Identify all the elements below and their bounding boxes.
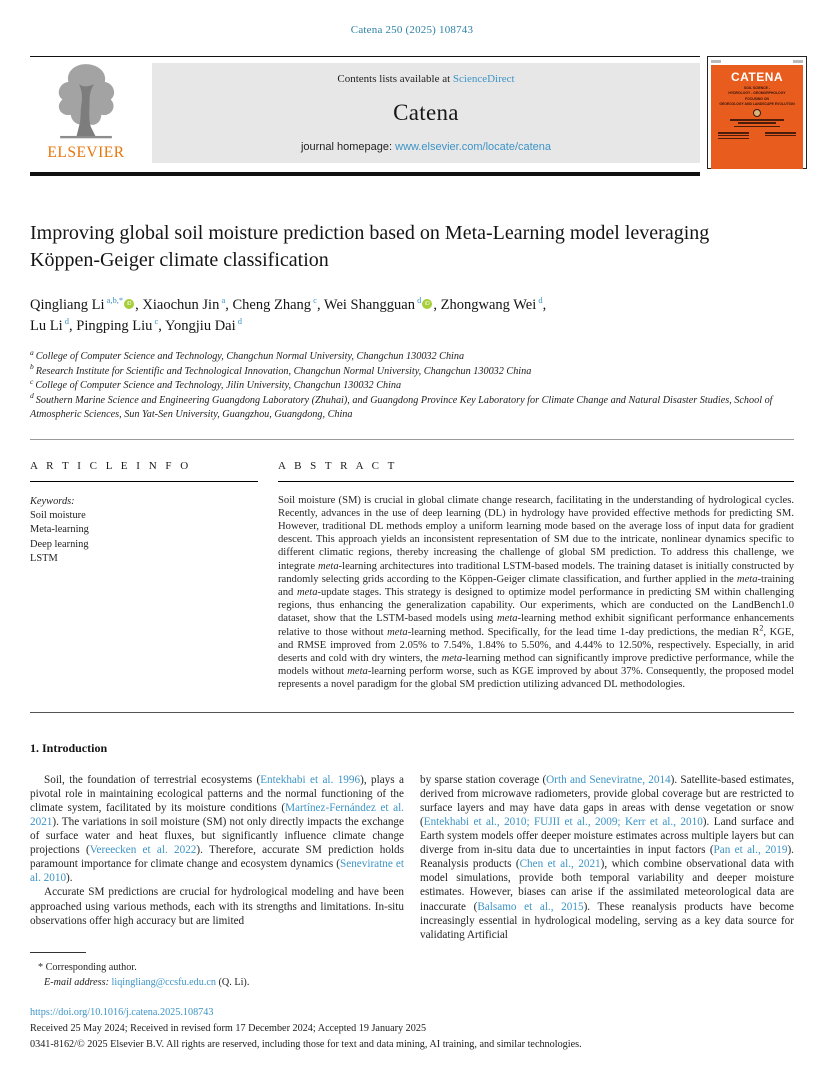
cover-bar [734,126,780,128]
text-segment: -learning method can significantly improve predictive performance, while the models without [278,653,794,678]
superscript: c [152,316,159,327]
paragraph [30,885,404,927]
text-segment: -learning perform worse, such as KGE improved by about 37%. Consequently, the proposed model represents a novel paradigm for the global SM prediction utilizing advanced DL methodologies. [278,666,794,691]
text-segment: Soil, the foundation of terrestrial ecosystems ( [44,773,261,786]
article-title: Improving global soil moisture prediction based on Meta-Learning model leveraging Köppen-Geiger climate classification [30,222,710,271]
affiliation-line [30,347,794,364]
text-segment: (Q. Li). [215,976,250,988]
cover-bar [765,135,796,137]
article-info-heading: A R T I C L E I N F O [30,460,258,482]
article-history: Received 25 May 2024; Received in revised form 17 December 2024; Accepted 19 January 2025 [30,1022,427,1034]
body-left-column [30,773,404,990]
homepage-line [160,141,692,153]
text-link[interactable]: www.elsevier.com/locate/catena [395,141,552,153]
text-segment: ). Land surface and Earth system models offer deeper moisture estimates across multiple layers but can diverge from in-situ data due to uncertainties in input factors ( [420,815,794,857]
text-segment: ). [66,872,73,885]
cover-top-text [711,60,803,63]
cover-top-mark [793,60,803,63]
emphasis-text: E-mail address: [44,976,112,988]
affiliation-line [30,391,794,423]
doi-link[interactable]: https://doi.org/10.1016/j.catena.2025.108743 [30,1006,214,1018]
text-segment: , Zhongwang Wei [433,297,537,314]
cover-editor-columns [711,129,803,141]
keywords-label: Keywords: [30,495,75,507]
emphasis-text: meta [296,587,318,599]
text-segment: by sparse station coverage ( [420,773,547,786]
text-segment: , Wei Shangguan [316,297,415,314]
masthead [30,56,794,176]
cover-top-mark [711,60,721,63]
elsevier-tree-icon [50,63,122,143]
copyright-line: 0341-8162/© 2025 Elsevier B.V. All rights are reserved, including those for text and data mining, AI training, and similar technologies. [30,1038,582,1050]
text-segment: Qingliang Li [30,297,105,314]
affiliation-label: d [30,391,34,401]
text-segment: Contents lists available at [337,73,453,85]
email-note [30,975,410,990]
text-segment: -update stages. This strategy is designed to optimize model performance in predicting SM within challenging regions, thus enhancing the generalization capability. Our experiments, which are conducted on the LandBench1.0 dataset, show that the LSTM-based models using [278,587,794,625]
emphasis-text: meta [441,653,463,665]
citation-link[interactable]: Balsamo et al., 2015 [477,900,584,913]
footnote-divider [30,952,86,953]
superscript: d [62,316,69,327]
introduction-heading: 1. Introduction [30,740,108,755]
text-segment: -training and [278,573,794,599]
superscript: a,b,* [104,295,124,306]
cover-subtitle-line: FOCUSING ON [745,97,769,102]
cover-bar [718,138,749,140]
text-segment: Lu Li [30,318,63,335]
affiliation-line [30,376,794,393]
citation-link[interactable]: Entekhabi et al., 2010; FUJII et al., 2009; Kerr et al., 2010 [423,815,703,828]
journal-header-box [152,63,700,163]
cover-title: CATENA [730,70,784,84]
affiliation-text: Research Institute for Scientific and Technological Innovation, Changchun Normal University, Changchun 130032 China [35,365,532,377]
text-segment: , Xiaochun Jin [135,297,220,314]
page-footer [30,1005,794,1053]
text-link[interactable]: liqingliang@ccsfu.edu.cn [111,976,216,988]
citation-link[interactable]: Seneviratne et al. 2010 [30,858,404,885]
superscript: d [414,295,422,306]
citation-link[interactable]: Entekhabi et al. 1996 [260,773,361,786]
affiliation-text: Southern Marine Science and Engineering Guangdong Laboratory (Zhuhai), and Guangdong Province Key Laboratory for Climate Change and Natural Disaster Studies, School of Atmospheric Sciences, Sun Yat-Sen University, Guangzhou, Guangdong, China [30,394,773,421]
masthead-main [30,57,700,168]
body-right-column [420,773,794,990]
text-segment: journal homepage: [300,141,396,153]
keyword: LSTM [30,553,58,565]
article-info-column [30,460,258,692]
superscript: c [311,295,317,306]
affiliation-text: College of Computer Science and Technology, Changchun Normal University, Changchun 130032 China [35,351,465,363]
text-segment: , [542,297,547,314]
emphasis-text: meta [496,613,518,625]
journal-reference: Catena 250 (2025) 108743 [350,24,474,36]
paragraph [30,773,404,886]
contents-line [160,73,692,85]
elsevier-logo [30,63,142,164]
orcid-icon[interactable]: iD [124,299,134,309]
cover-editor-col [718,131,749,141]
text-segment: -learning method exhibit significant performance enhancements relative to those without [278,613,794,638]
info-abstract-section [30,440,794,713]
cover-editor-col [765,131,796,141]
superscript: d [235,316,243,327]
cover-subtitle-line: SOIL SCIENCE - [744,86,770,90]
footnote-block [30,952,410,990]
citation-link[interactable]: Chen et al., 2021 [519,858,601,871]
orcid-icon[interactable]: iD [422,299,432,309]
cover-bar [718,132,749,134]
emphasis-text: meta [347,666,368,678]
journal-cover [707,56,807,169]
text-segment: ). The variations in soil moisture (SM) not only directly impacts the exchange of surface water and heat fluxes, but significantly influence climate change projections ( [30,815,404,857]
text-segment: , Cheng Zhang [225,297,312,314]
cover-subtitle-line: GEOECOLOGY AND LANDSCAPE EVOLUTION [719,101,795,106]
cover-art [711,65,803,169]
citation-link[interactable]: Orth and Seneviratne, 2014 [546,773,671,786]
superscript: 2 [759,623,764,633]
text-segment: ). Satellite-based estimates, derived from microwave radiometers, provide global coverage but are restricted to surface layers and may have data gaps in areas with dense vegetation or snow ( [420,773,794,828]
cover-subtitle-line: HYDROLOGY - GEOMORPHOLOGY [728,90,786,95]
masthead-bottom-rule [30,172,700,176]
cover-bar [718,135,749,137]
text-segment: ), which combine observational data with model simulations, provide both temporal variability and deeper moisture estimates. However, biases can arise if the assimilated meteorological data are inaccurate ( [420,858,794,913]
text-segment: ). Therefore, accurate SM prediction holds paramount importance for climate change and ecosystem dynamics ( [30,844,404,871]
cover-bar [738,122,776,124]
cover-bar [765,132,796,134]
affiliation-label: c [30,376,34,386]
affiliation-label: a [30,347,34,357]
text-segment: , Yongjiu Dai [158,318,236,335]
body-columns [30,773,794,990]
cover-bar [730,119,783,121]
keyword: Meta-learning [30,524,89,536]
text-segment: -learning method. Specifically, for the lead time 1-day predictions, the median R [407,626,760,638]
text-link[interactable]: ScienceDirect [452,73,515,85]
text-segment: -learning architectures into traditional LSTM-based models. The training dataset is initially constructed by randomly selecting grids according to the Köppen-Geiger climate classification, and further applied in the [278,560,794,585]
emphasis-text: meta [736,573,758,585]
keyword: Soil moisture [30,509,86,521]
paragraph [420,773,794,942]
text-segment: Soil moisture (SM) is crucial in global climate change research, facilitating in the understanding of hydrological cycles. Recently, advances in the use of deep learning (DL) in hydrology have provided effective methods for predicting SM. However, traditional DL methods employ a uniform learning mode based on the average loss of input data for gradient descent. This approach yields an inconsistent representation of SM due to the intricate, nonlinear dynamics specific to different climatic regions, thereby increasing the challenge of global SM prediction. To address this challenge, we integrate [278,494,794,572]
text-segment: , Pingping Liu [69,318,153,335]
journal-title: Catena [393,100,459,125]
superscript: a [219,295,226,306]
text-segment: ). Reanalysis products ( [420,844,794,871]
citation-link[interactable]: Pan et al., 2019 [713,844,788,857]
affiliation-text: College of Computer Science and Technology, Jilin University, Changchun 130032 China [35,380,402,392]
keyword: Deep learning [30,538,89,550]
abstract-column [278,460,794,692]
text-segment: ). These reanalysis products have become increasingly essential in hydrological modeling, serving as a key data source for validating Artificial [420,900,794,941]
elsevier-logo-text: ELSEVIER [47,144,125,161]
superscript: d [536,295,543,306]
emphasis-text: meta [318,560,339,572]
abstract-text [278,494,794,692]
cover-emblem [753,109,761,117]
affiliation-label: b [30,362,34,372]
citation-link[interactable]: Vereecken et al. 2022 [89,844,197,857]
cover-text-bars [711,119,803,127]
author-list [30,295,794,337]
corresponding-author-note: * Corresponding author. [38,961,137,973]
abstract-heading: A B S T R A C T [278,460,794,482]
text-segment: , KGE, and RMSE improved from 2.05% to 7.54%, 1.84% to 5.50%, and 4.44% to 12.50%, respectively. Especially, in arid deserts and cold with dry winters, the [278,626,795,665]
affiliation-line [30,362,794,379]
affiliations [30,347,794,422]
text-segment: Accurate SM predictions are crucial for hydrological modeling and have been approached using various methods, each with its strengths and limitations. In-situ observations offer high accuracy but are limited [30,886,404,927]
citation-link[interactable]: Martínez-Fernández et al. 2021 [30,801,404,828]
emphasis-text: meta [387,626,408,638]
text-segment: ), plays a pivotal role in maintaining ecological patterns and the normal functioning of the climate system, facilitated by its moisture conditions ( [30,773,404,814]
